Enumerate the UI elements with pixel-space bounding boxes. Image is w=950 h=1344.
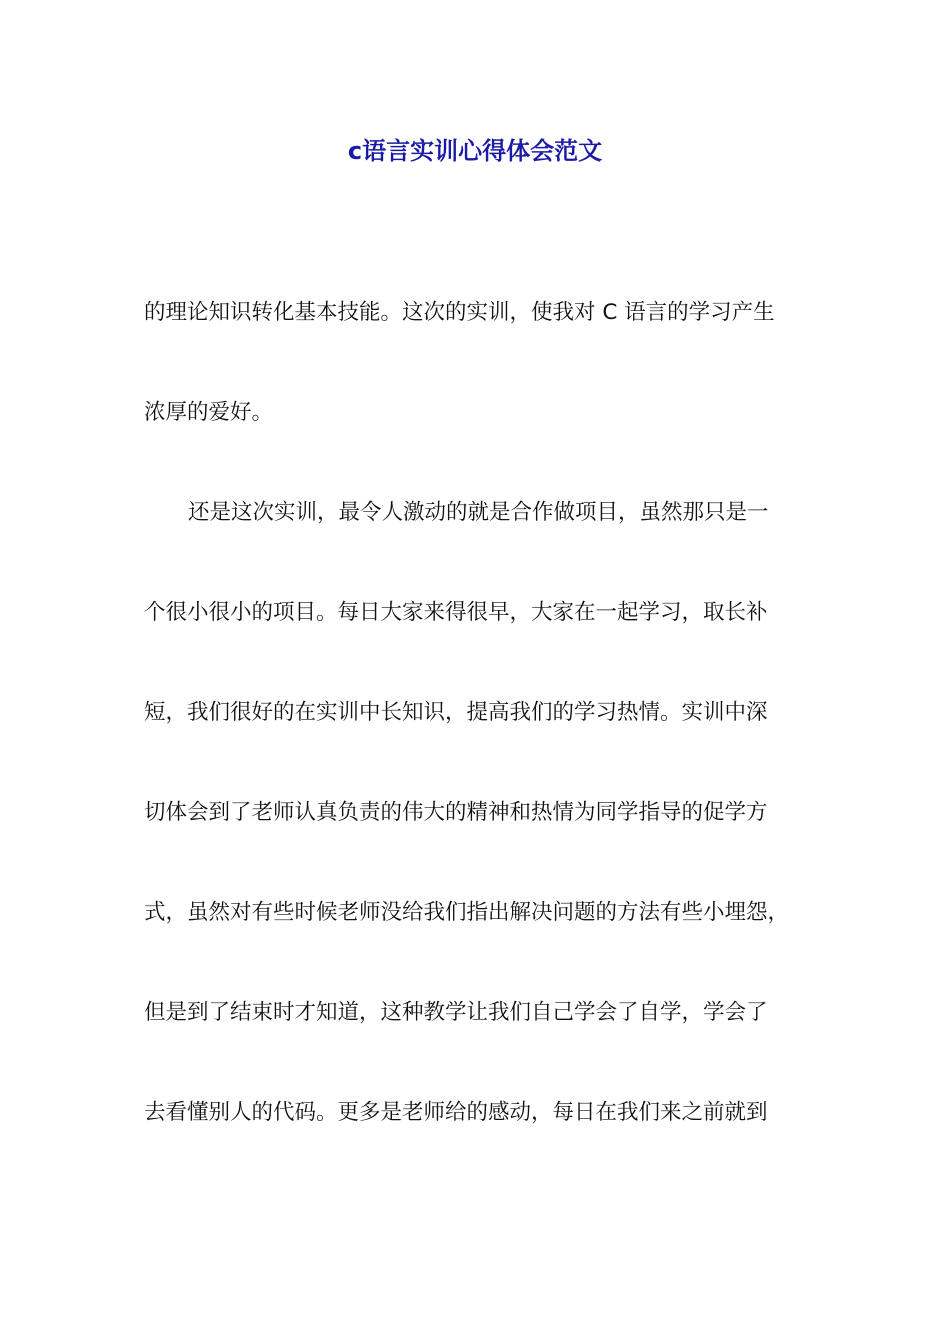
body-line-4: 个很小很小的项目。每日大家来得很早，大家在一起学习，取长补 [144, 600, 768, 625]
body-line-2: 浓厚的爱好。 [144, 400, 274, 425]
body-line-1: 的理论知识转化基本技能。这次的实训，使我对 C 语言的学习产生 [144, 300, 775, 325]
body-line-8: 但是到了结束时才知道，这种教学让我们自己学会了自学，学会了 [144, 1000, 768, 1025]
body-line-9: 去看懂别人的代码。更多是老师给的感动，每日在我们来之前就到 [144, 1100, 768, 1125]
body-line-5: 短，我们很好的在实训中长知识，提高我们的学习热情。实训中深 [144, 700, 768, 725]
body-line-6: 切体会到了老师认真负责的伟大的精神和热情为同学指导的促学方 [144, 800, 768, 825]
body-line-3: 还是这次实训，最令人激动的就是合作做项目，虽然那只是一 [188, 500, 769, 525]
body-line-7: 式，虽然对有些时候老师没给我们指出解决问题的方法有些小埋怨， [144, 900, 790, 925]
document-title: c语言实训心得体会范文 [347, 137, 603, 165]
